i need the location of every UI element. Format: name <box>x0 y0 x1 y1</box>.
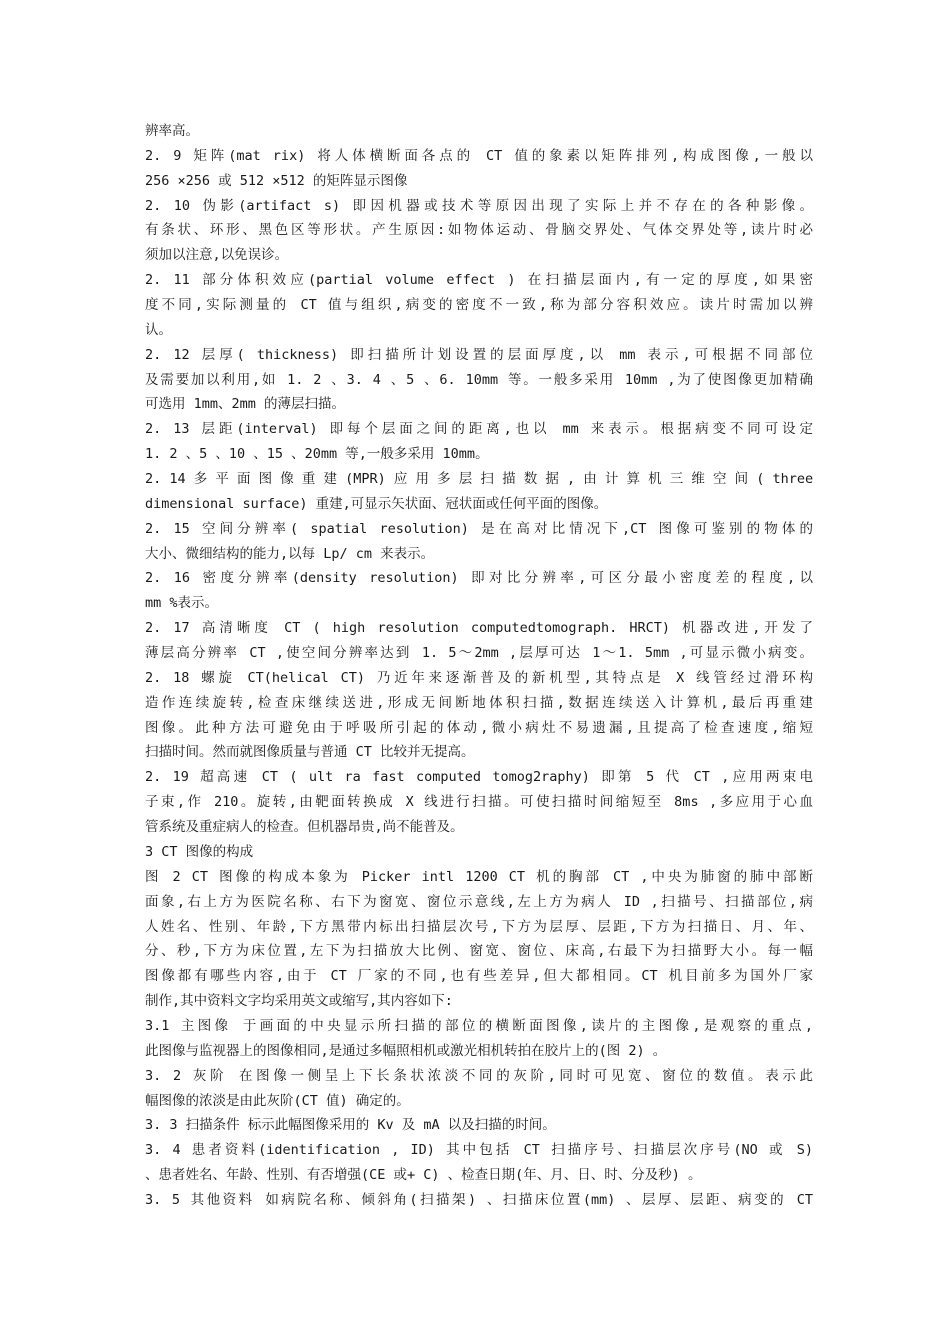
text-line: 有条状、环形、黑色区等形状。产生原因:如物体运动、骨脑交界处、气体交界处等,读片时必 <box>145 222 813 239</box>
text-line: 3. 4 患者资料(identification , ID) 其中包括 CT 扫描序号、扫描层次序号(NO 或 S) <box>145 1142 813 1159</box>
text-line: mm %表示。 <box>145 595 219 612</box>
text-line: 2. 10 伪影(artifact s) 即因机器或技术等原因出现了实际上并不存在的各种影像。 <box>145 197 813 214</box>
text-line: 图像。此种方法可避免由于呼吸所引起的体动,微小病灶不易遗漏,且提高了检查速度,缩短 <box>145 719 813 736</box>
text-line: 2. 19 超高速 CT ( ult ra fast computed tomog2raphy) 即第 5 代 CT ,应用两束电 <box>145 769 813 786</box>
text-line: 分、秒,下方为床位置,左下为扫描放大比例、窗宽、窗位、床高,右最下为扫描野大小。每一幅 <box>145 943 813 960</box>
text-line: 2. 11 部分体积效应(partial volume effect ) 在扫描层面内,有一定的厚度,如果密 <box>145 272 813 289</box>
text-line: 1. 2 、5 、10 、15 、20mm 等,一般多采用 10mm。 <box>145 446 489 463</box>
text-line: 2. 16 密度分辨率(density resolution) 即对比分辨率,可区分最小密度差的程度,以 <box>145 570 813 587</box>
text-line: 辨率高。 <box>145 123 199 139</box>
text-line: 3. 3 扫描条件 标示此幅图像采用的 Kv 及 mA 以及扫描的时间。 <box>145 1117 556 1134</box>
text-line: 面象,右上方为医院名称、右下为窗宽、窗位示意线,左上方为病人 ID ,扫描号、扫描部位,病 <box>145 893 813 910</box>
text-line: 薄层高分辨率 CT ,使空间分辨率达到 1. 5～2mm ,层厚可达 1～1. 5mm ,可显示微小病变。 <box>145 645 813 662</box>
text-line: 图像都有哪些内容,由于 CT 厂家的不同,也有些差异,但大都相同。CT 机目前多为国外厂家 <box>145 968 813 985</box>
text-line: 3 CT 图像的构成 <box>145 843 254 860</box>
text-line: 造作连续旋转,检查床继续送进,形成无间断地体积扫描,数据连续送入计算机,最后再重建 <box>145 694 813 711</box>
text-line: 256 ×256 或 512 ×512 的矩阵显示图像 <box>145 172 408 189</box>
text-line: 2. 15 空间分辨率( spatial resolution) 是在高对比情况下,CT 图像可鉴别的物体的 <box>145 520 813 537</box>
text-line: 子束,作 210。旋转,由靶面转换成 X 线进行扫描。可使扫描时间缩短至 8ms ,多应用于心血 <box>145 794 813 811</box>
text-line: 2. 18 螺旋 CT(helical CT) 乃近年来逐渐普及的新机型,其特点是 X 线管经过滑环构 <box>145 669 813 686</box>
text-line: 2. 9 矩阵(mat rix) 将人体横断面各点的 CT 值的象素以矩阵排列,构成图像,一般以 <box>145 147 813 164</box>
text-line: 可选用 1mm、2mm 的薄层扫描。 <box>145 396 346 413</box>
text-line: 3. 2 灰阶 在图像一侧呈上下长条状浓淡不同的灰阶,同时可见宽、窗位的数值。表示此 <box>145 1067 813 1084</box>
text-line: 及需要加以利用,如 1. 2 、3. 4 、5 、6. 10mm 等。一般多采用 10mm ,为了使图像更加精确 <box>145 371 813 388</box>
text-line: 管系统及重症病人的检查。但机器昂贵,尚不能普及。 <box>145 819 464 836</box>
text-line: 图 2 CT 图像的构成本象为 Picker intl 1200 CT 机的胸部 CT ,中央为肺窗的肺中部断 <box>145 868 813 885</box>
text-line: 2. 13 层距(interval) 即每个层面之间的距离,也以 mm 来表示。根据病变不同可设定 <box>145 421 813 438</box>
text-line: 须加以注意,以免误诊。 <box>145 247 289 264</box>
document-body <box>145 119 813 1213</box>
text-line: 扫描时间。然而就图像质量与普通 CT 比较并无提高。 <box>145 744 475 761</box>
text-line: 3. 5 其他资料 如病院名称、倾斜角(扫描架) 、扫描床位置(mm) 、层厚、层距、病变的 CT <box>145 1191 813 1208</box>
text-line: 此图像与监视器上的图像相同,是通过多幅照相机或激光相机转拍在胶片上的(图 2) 。 <box>145 1042 667 1059</box>
text-line: 度不同,实际测量的 CT 值与组织,病变的密度不一致,称为部分容积效应。读片时需加以辨 <box>145 297 813 314</box>
text-line: 2. 14 多 平 面 图 像 重 建 (MPR) 应 用 多 层 扫 描 数 据 , 由 计 算 机 三 维 空 间 ( three <box>145 471 814 488</box>
text-line: 大小、微细结构的能力,以每 Lp/ cm 来表示。 <box>145 545 435 562</box>
text-line: 制作,其中资料文字均采用英文或缩写,其内容如下: <box>145 993 453 1010</box>
text-line: 、患者姓名、年龄、性别、有否增强(CE 或+ C) 、检查日期(年、月、日、时、分及秒) 。 <box>145 1167 702 1184</box>
text-line: 人姓名、性别、年龄,下方黑带内标出扫描层次号,下方为层厚、层距,下方为扫描日、月、年、 <box>145 918 813 935</box>
text-line: 2. 12 层厚( thickness) 即扫描所计划设置的层面厚度,以 mm 表示,可根据不同部位 <box>145 346 813 363</box>
text-line: 幅图像的浓淡是由此灰阶(CT 值) 确定的。 <box>145 1092 410 1109</box>
text-line: 2. 17 高清晰度 CT ( high resolution computedtomograph. HRCT) 机器改进,开发了 <box>145 620 813 637</box>
text-line: 3.1 主图像 于画面的中央显示所扫描的部位的横断面图像,读片的主图像,是观察的重点, <box>145 1017 813 1034</box>
text-line: dimensional surface) 重建,可显示矢状面、冠状面或任何平面的图像。 <box>145 495 608 512</box>
text-line: 认。 <box>145 321 172 338</box>
